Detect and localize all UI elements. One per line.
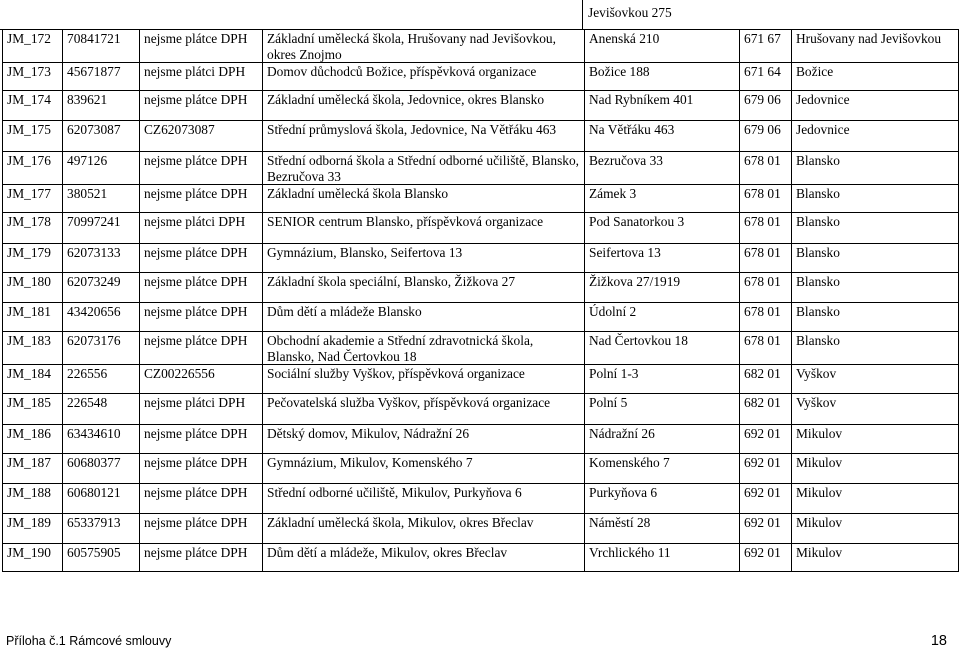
organization-name-cell: Domov důchodců Božice, příspěvková organizace — [263, 63, 585, 91]
street-cell: Bezručova 33 — [585, 152, 740, 185]
street-cell: Nad Rybníkem 401 — [585, 91, 740, 121]
zip-cell: 678 01 — [740, 332, 792, 365]
row-id-cell: JM_186 — [3, 425, 63, 454]
ico-cell: 60680121 — [63, 484, 140, 514]
previous-row-fragment — [0, 0, 959, 30]
city-cell: Hrušovany nad Jevišovkou — [792, 30, 959, 63]
zip-cell: 671 64 — [740, 63, 792, 91]
row-id-cell: JM_178 — [3, 213, 63, 244]
street-cell: Na Větřáku 463 — [585, 121, 740, 152]
row-id-cell: JM_173 — [3, 63, 63, 91]
zip-cell: 682 01 — [740, 394, 792, 425]
dph-status-cell: nejsme plátce DPH — [140, 244, 263, 273]
zip-cell: 679 06 — [740, 91, 792, 121]
table-row — [3, 332, 959, 365]
ico-cell: 63434610 — [63, 425, 140, 454]
city-cell: Blansko — [792, 303, 959, 332]
ico-cell: 62073249 — [63, 273, 140, 303]
dph-status-cell: nejsme plátce DPH — [140, 91, 263, 121]
ico-cell: 62073133 — [63, 244, 140, 273]
street-cell: Náměstí 28 — [585, 514, 740, 544]
city-cell: Vyškov — [792, 394, 959, 425]
organizations-table — [2, 29, 959, 572]
organization-name-cell: Základní umělecká škola, Mikulov, okres Břeclav — [263, 514, 585, 544]
street-cell: Božice 188 — [585, 63, 740, 91]
street-cell: Nad Čertovkou 18 — [585, 332, 740, 365]
street-cell: Komenského 7 — [585, 454, 740, 484]
dph-status-cell: nejsme plátci DPH — [140, 63, 263, 91]
ico-cell: 60575905 — [63, 544, 140, 572]
table-row — [3, 244, 959, 273]
zip-cell: 682 01 — [740, 365, 792, 394]
organization-name-cell: Základní umělecká škola Blansko — [263, 185, 585, 213]
table-row — [3, 365, 959, 394]
street-cell: Žižkova 27/1919 — [585, 273, 740, 303]
street-cell: Polní 5 — [585, 394, 740, 425]
organization-name-cell: Sociální služby Vyškov, příspěvková organizace — [263, 365, 585, 394]
dph-status-cell: nejsme plátce DPH — [140, 484, 263, 514]
zip-cell: 692 01 — [740, 544, 792, 572]
table-row — [3, 514, 959, 544]
ico-cell: 43420656 — [63, 303, 140, 332]
organization-name-cell: Střední průmyslová škola, Jedovnice, Na Větřáku 463 — [263, 121, 585, 152]
dph-status-cell: nejsme plátce DPH — [140, 514, 263, 544]
organization-name-cell: Pečovatelská služba Vyškov, příspěvková organizace — [263, 394, 585, 425]
street-cell: Údolní 2 — [585, 303, 740, 332]
organization-name-cell: Gymnázium, Mikulov, Komenského 7 — [263, 454, 585, 484]
ico-cell: 70841721 — [63, 30, 140, 63]
city-cell: Blansko — [792, 273, 959, 303]
organization-name-cell: Dům dětí a mládeže, Mikulov, okres Břeclav — [263, 544, 585, 572]
table-row — [3, 544, 959, 572]
organization-name-cell: Gymnázium, Blansko, Seifertova 13 — [263, 244, 585, 273]
zip-cell: 678 01 — [740, 303, 792, 332]
table-row — [3, 185, 959, 213]
street-cell: Purkyňova 6 — [585, 484, 740, 514]
table-row — [3, 484, 959, 514]
dph-status-cell: CZ00226556 — [140, 365, 263, 394]
city-cell: Božice — [792, 63, 959, 91]
row-id-cell: JM_189 — [3, 514, 63, 544]
street-cell: Polní 1-3 — [585, 365, 740, 394]
ico-cell: 70997241 — [63, 213, 140, 244]
row-id-cell: JM_184 — [3, 365, 63, 394]
zip-cell: 692 01 — [740, 425, 792, 454]
table-row — [3, 303, 959, 332]
city-cell: Mikulov — [792, 425, 959, 454]
table-row — [3, 454, 959, 484]
table-row — [3, 425, 959, 454]
dph-status-cell: CZ62073087 — [140, 121, 263, 152]
table-row — [3, 121, 959, 152]
dph-status-cell: nejsme plátce DPH — [140, 273, 263, 303]
row-id-cell: JM_180 — [3, 273, 63, 303]
street-cell: Pod Sanatorkou 3 — [585, 213, 740, 244]
ico-cell: 62073087 — [63, 121, 140, 152]
organization-name-cell: Dětský domov, Mikulov, Nádražní 26 — [263, 425, 585, 454]
dph-status-cell: nejsme plátce DPH — [140, 454, 263, 484]
organization-name-cell: Základní škola speciální, Blansko, Žižkova 27 — [263, 273, 585, 303]
ico-cell: 62073176 — [63, 332, 140, 365]
zip-cell: 678 01 — [740, 273, 792, 303]
ico-cell: 60680377 — [63, 454, 140, 484]
street-cell: Anenská 210 — [585, 30, 740, 63]
table-row — [3, 213, 959, 244]
zip-cell: 678 01 — [740, 244, 792, 273]
dph-status-cell: nejsme plátci DPH — [140, 213, 263, 244]
street-cell: Zámek 3 — [585, 185, 740, 213]
ico-cell: 226548 — [63, 394, 140, 425]
organization-name-cell: Základní umělecká škola, Jedovnice, okres Blansko — [263, 91, 585, 121]
city-cell: Blansko — [792, 332, 959, 365]
previous-row-street: Jevišovkou 275 — [588, 5, 672, 20]
row-id-cell: JM_175 — [3, 121, 63, 152]
row-id-cell: JM_187 — [3, 454, 63, 484]
organization-name-cell: Základní umělecká škola, Hrušovany nad Jevišovkou, okres Znojmo — [263, 30, 585, 63]
row-id-cell: JM_174 — [3, 91, 63, 121]
row-id-cell: JM_181 — [3, 303, 63, 332]
zip-cell: 671 67 — [740, 30, 792, 63]
row-id-cell: JM_172 — [3, 30, 63, 63]
ico-cell: 65337913 — [63, 514, 140, 544]
city-cell: Vyškov — [792, 365, 959, 394]
ico-cell: 839621 — [63, 91, 140, 121]
dph-status-cell: nejsme plátce DPH — [140, 303, 263, 332]
dph-status-cell: nejsme plátce DPH — [140, 30, 263, 63]
zip-cell: 678 01 — [740, 185, 792, 213]
city-cell: Blansko — [792, 244, 959, 273]
city-cell: Jedovnice — [792, 91, 959, 121]
dph-status-cell: nejsme plátci DPH — [140, 394, 263, 425]
dph-status-cell: nejsme plátce DPH — [140, 332, 263, 365]
dph-status-cell: nejsme plátce DPH — [140, 152, 263, 185]
city-cell: Blansko — [792, 152, 959, 185]
page-number: 18 — [930, 633, 947, 649]
table-row — [3, 63, 959, 91]
row-id-cell: JM_190 — [3, 544, 63, 572]
row-id-cell: JM_176 — [3, 152, 63, 185]
dph-status-cell: nejsme plátce DPH — [140, 185, 263, 213]
city-cell: Mikulov — [792, 484, 959, 514]
dph-status-cell: nejsme plátce DPH — [140, 544, 263, 572]
ico-cell: 45671877 — [63, 63, 140, 91]
table-row — [3, 91, 959, 121]
footer-label: Příloha č.1 Rámcové smlouvy — [6, 634, 172, 648]
zip-cell: 692 01 — [740, 454, 792, 484]
ico-cell: 497126 — [63, 152, 140, 185]
city-cell: Mikulov — [792, 514, 959, 544]
organization-name-cell: Střední odborné učiliště, Mikulov, Purkyňova 6 — [263, 484, 585, 514]
zip-cell: 692 01 — [740, 484, 792, 514]
organization-name-cell: Dům dětí a mládeže Blansko — [263, 303, 585, 332]
table-row — [3, 394, 959, 425]
row-id-cell: JM_179 — [3, 244, 63, 273]
table-row — [3, 152, 959, 185]
street-cell: Vrchlického 11 — [585, 544, 740, 572]
row-id-cell: JM_177 — [3, 185, 63, 213]
organization-name-cell: SENIOR centrum Blansko, příspěvková organizace — [263, 213, 585, 244]
table-row — [3, 273, 959, 303]
zip-cell: 678 01 — [740, 152, 792, 185]
row-id-cell: JM_185 — [3, 394, 63, 425]
row-id-cell: JM_188 — [3, 484, 63, 514]
organization-name-cell: Střední odborná škola a Střední odborné učiliště, Blansko, Bezručova 33 — [263, 152, 585, 185]
ico-cell: 226556 — [63, 365, 140, 394]
organization-name-cell: Obchodní akademie a Střední zdravotnická škola, Blansko, Nad Čertovkou 18 — [263, 332, 585, 365]
city-cell: Blansko — [792, 185, 959, 213]
city-cell: Mikulov — [792, 454, 959, 484]
row-id-cell: JM_183 — [3, 332, 63, 365]
table-row — [3, 30, 959, 63]
street-cell: Nádražní 26 — [585, 425, 740, 454]
zip-cell: 692 01 — [740, 514, 792, 544]
city-cell: Jedovnice — [792, 121, 959, 152]
street-cell: Seifertova 13 — [585, 244, 740, 273]
dph-status-cell: nejsme plátce DPH — [140, 425, 263, 454]
zip-cell: 679 06 — [740, 121, 792, 152]
zip-cell: 678 01 — [740, 213, 792, 244]
city-cell: Blansko — [792, 213, 959, 244]
ico-cell: 380521 — [63, 185, 140, 213]
city-cell: Mikulov — [792, 544, 959, 572]
column-divider — [582, 0, 583, 29]
